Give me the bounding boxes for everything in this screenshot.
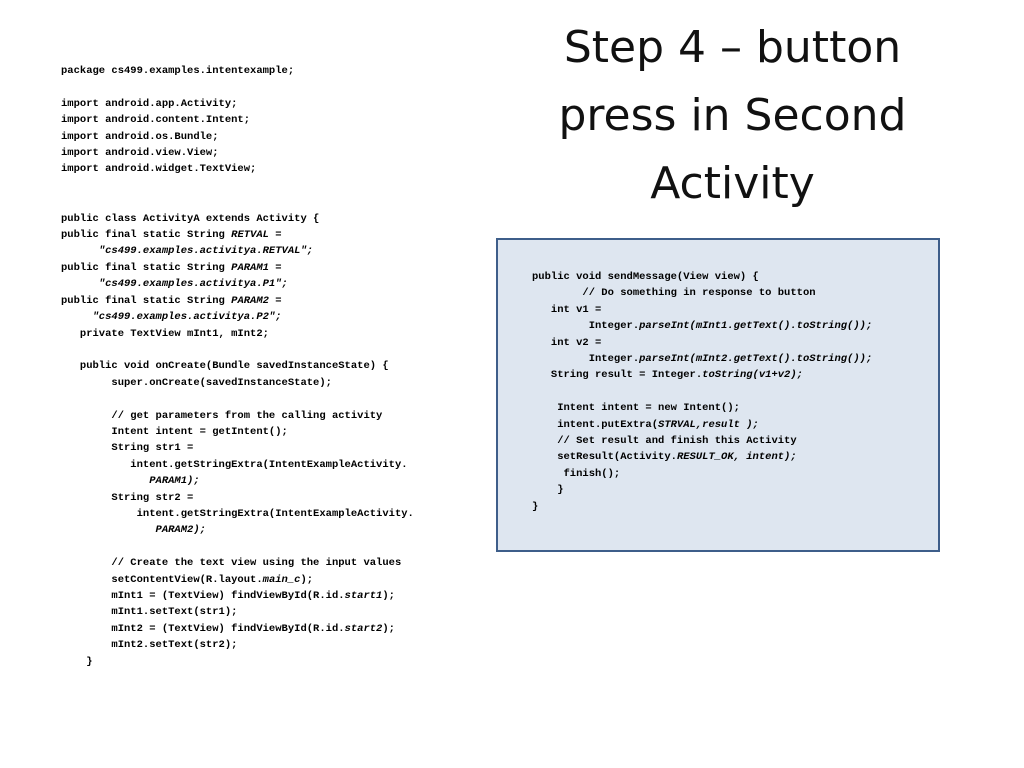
code-segment: start2 [344, 622, 383, 635]
code-line [532, 335, 872, 351]
code-line [532, 367, 872, 383]
code-segment: "cs499.examples.activitya.P1"; [61, 278, 288, 291]
code-segment: PARAM1 = [231, 261, 282, 274]
code-segment: "cs499.examples.activitya.RETVAL"; [61, 245, 314, 258]
code-line [61, 604, 414, 620]
code-segment: "cs499.examples.activitya.P2"; [61, 311, 282, 324]
code-segment: private TextView mInt1, mInt2; [61, 327, 269, 340]
code-segment: String result = Integer. [532, 369, 703, 382]
code-line [61, 637, 414, 653]
code-segment: String str1 = [61, 442, 194, 455]
code-line [532, 285, 872, 301]
code-segment: } [532, 500, 539, 513]
code-line [61, 161, 414, 177]
code-segment: mInt1 = (TextView) findViewById(R.id. [61, 590, 345, 602]
code-line [61, 211, 414, 227]
code-segment: // Do something in response to button [532, 287, 816, 300]
code-segment: // Set result and finish this Activity [532, 435, 797, 448]
code-line [61, 112, 414, 128]
code-segment: } [532, 484, 564, 497]
code-line [61, 342, 414, 358]
code-segment: setResult(Activity. [532, 451, 677, 464]
code-line [532, 417, 872, 433]
code-line [61, 457, 414, 473]
code-line [532, 318, 872, 334]
code-line [61, 621, 414, 637]
activity-a-code-listing [61, 63, 414, 670]
code-segment: ); [300, 573, 314, 586]
code-line [532, 400, 872, 416]
code-line [61, 375, 414, 391]
code-segment [61, 524, 156, 536]
code-segment: PARAM2); [155, 524, 206, 537]
code-line [61, 473, 414, 489]
slide-title-line: press in Second [558, 90, 907, 141]
code-line [61, 178, 414, 194]
code-line [61, 654, 414, 670]
slide-title-line: Activity [650, 158, 815, 209]
code-segment: import android.widget.TextView; [61, 163, 257, 176]
send-message-code-listing [532, 269, 872, 515]
code-line [61, 490, 414, 506]
code-segment: int v1 = [532, 303, 602, 316]
code-segment: RESULT_OK, intent); [676, 451, 797, 464]
slide-title [520, 14, 945, 218]
code-segment: Integer. [532, 353, 640, 366]
code-segment: mInt2 = (TextView) findViewById(R.id. [61, 622, 345, 635]
code-segment: mInt1.setText(str1); [61, 606, 238, 619]
code-line [61, 539, 414, 555]
code-line [61, 145, 414, 161]
code-segment: Integer. [532, 320, 640, 333]
code-segment [61, 475, 149, 487]
code-segment: Intent intent = getIntent(); [61, 425, 288, 438]
code-line [61, 260, 414, 276]
code-segment: import android.view.View; [61, 147, 219, 160]
code-line [61, 408, 414, 424]
code-line [61, 572, 414, 588]
code-line [61, 227, 414, 243]
code-line [532, 482, 872, 498]
code-segment: public final static String [61, 294, 232, 307]
code-segment: package cs499.examples.intentexample; [61, 65, 295, 77]
code-line [61, 391, 414, 407]
code-segment: intent.getStringExtra(IntentExampleActivity. [61, 458, 408, 471]
code-line [532, 449, 872, 465]
slide-title-line: Step 4 – button [563, 22, 902, 73]
code-segment: ); [382, 590, 395, 602]
code-segment: main_c [262, 573, 301, 586]
code-line [61, 506, 414, 522]
code-segment: setContentView(R.layout. [61, 573, 263, 586]
code-segment: finish(); [532, 467, 621, 480]
code-segment: PARAM2 = [231, 294, 282, 307]
code-segment: parseInt(mInt1.getText().toString()); [639, 320, 873, 333]
code-segment: mInt2.setText(str2); [61, 639, 238, 652]
code-line [61, 326, 414, 342]
code-segment: toString(v1+v2); [702, 369, 803, 382]
code-line [532, 466, 872, 482]
code-line [61, 522, 414, 538]
code-segment: public class ActivityA extends Activity { [61, 212, 320, 225]
code-segment: // Create the text view using the input values [61, 557, 402, 570]
code-segment: intent.putExtra( [532, 418, 659, 431]
code-line [61, 276, 414, 292]
code-line [61, 79, 414, 95]
code-segment: public final static String [61, 229, 232, 242]
code-line [61, 440, 414, 456]
code-segment: Intent intent = new Intent(); [532, 402, 740, 415]
code-line [532, 433, 872, 449]
code-line [61, 243, 414, 259]
code-line [61, 63, 414, 79]
code-line [61, 309, 414, 325]
code-segment: super.onCreate(savedInstanceState); [61, 376, 332, 389]
code-segment: import android.app.Activity; [61, 97, 238, 110]
code-segment: PARAM1); [149, 475, 200, 488]
code-line [532, 302, 872, 318]
code-segment: intent.getStringExtra(IntentExampleActivity. [61, 507, 414, 520]
code-segment: import android.os.Bundle; [61, 130, 219, 143]
code-segment: RETVAL = [231, 229, 282, 242]
code-segment: // get parameters from the calling activity [61, 409, 383, 422]
code-segment: public void sendMessage(View view) { [532, 271, 759, 283]
code-line [61, 194, 414, 210]
code-line [61, 358, 414, 374]
code-segment: public void onCreate(Bundle savedInstanceState) { [61, 360, 389, 373]
code-line [532, 351, 872, 367]
code-line [61, 424, 414, 440]
code-segment: STRVAL,result ); [658, 418, 759, 431]
code-segment: start1 [344, 590, 383, 602]
code-line [61, 555, 414, 571]
code-line [61, 96, 414, 112]
code-segment: parseInt(mInt2.getText().toString()); [639, 353, 873, 366]
code-line [532, 384, 872, 400]
code-segment: public final static String [61, 261, 232, 274]
code-segment: import android.content.Intent; [61, 114, 251, 127]
code-line [61, 129, 414, 145]
code-segment: } [61, 655, 93, 668]
code-line [61, 588, 414, 604]
code-line [61, 293, 414, 309]
send-message-code-box [496, 238, 940, 552]
code-line [532, 499, 872, 515]
code-segment: int v2 = [532, 336, 602, 349]
code-segment: ); [382, 622, 395, 635]
code-line [532, 269, 872, 285]
code-segment: String str2 = [61, 491, 194, 504]
